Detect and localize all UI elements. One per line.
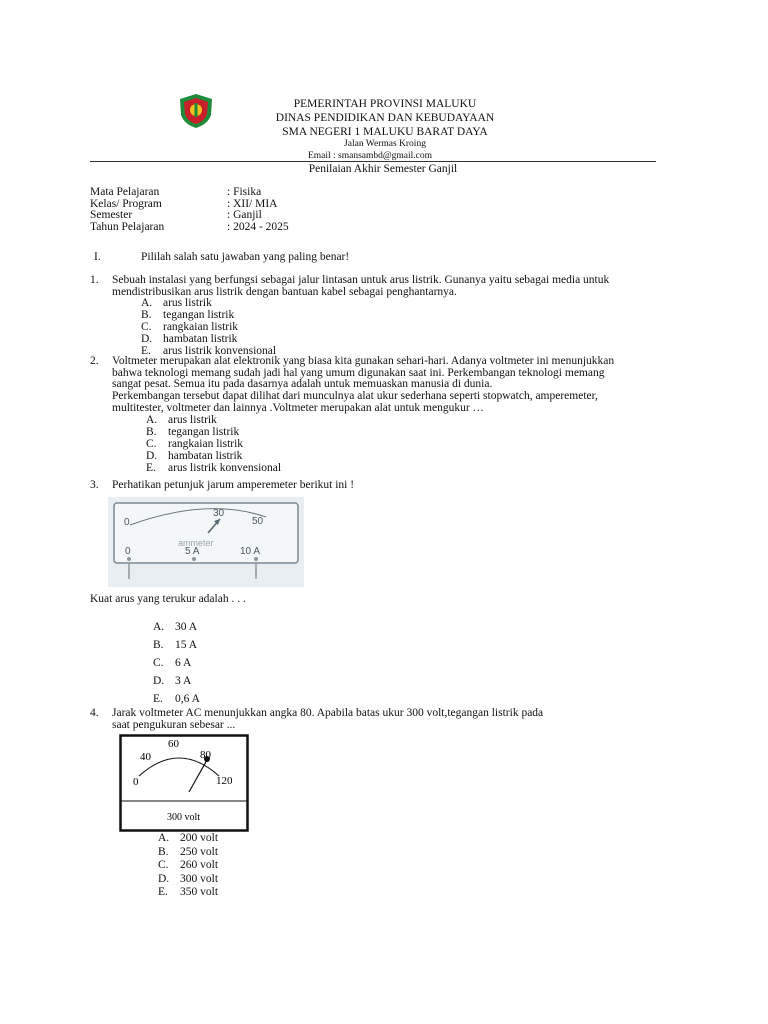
option-letter: D. — [153, 675, 165, 687]
option-letter: E. — [146, 462, 156, 474]
question-3-prompt: Kuat arus yang terukur adalah . . . — [90, 593, 246, 605]
option-c[interactable] — [146, 438, 396, 450]
question-2-line: Voltmeter merupakan alat elektronik yang biasa kita gunakan sehari-hari. Adanya voltmeter ini menunjukkan — [112, 355, 615, 367]
scale-bottom-max: 10 A — [240, 546, 261, 557]
question-4-options — [158, 832, 308, 900]
scale-top-max: 50 — [252, 516, 264, 527]
question-3-options — [153, 621, 303, 711]
option-text: 300 volt — [180, 872, 219, 885]
ammeter-face — [114, 503, 298, 563]
option-letter: E. — [141, 345, 151, 357]
question-number: 3. — [90, 479, 99, 491]
option-letter: A. — [146, 414, 158, 426]
meta-key: Kelas/ Program — [90, 198, 162, 210]
meta-row — [90, 186, 390, 198]
ammeter-label: ammeter — [178, 538, 214, 548]
section-number: I. — [94, 251, 101, 263]
option-text: 30 A — [175, 621, 198, 633]
option-letter: D. — [141, 333, 153, 345]
question-2-line: multitester, voltmeter dan lainnya .Voltmeter merupakan alat untuk mengukur … — [112, 402, 485, 414]
scale-mark-60: 60 — [168, 738, 179, 750]
meta-value: : Fisika — [227, 186, 262, 198]
scale-mark-0: 0 — [133, 776, 139, 788]
option-letter: C. — [146, 438, 157, 450]
meta-value: : Ganjil — [227, 209, 262, 221]
scale-mark-120: 120 — [216, 775, 233, 787]
option-d[interactable] — [141, 333, 391, 345]
option-d[interactable] — [146, 450, 396, 462]
scale-top-min: 0 — [124, 517, 130, 528]
meta-value: : XII/ MIA — [227, 198, 278, 210]
terminal-left — [127, 557, 131, 561]
option-text: 15 A — [175, 639, 198, 651]
header-line-1: PEMERINTAH PROVINSI MALUKU — [293, 98, 477, 110]
scale-top-mid: 30 — [213, 508, 225, 519]
option-letter: B. — [146, 426, 157, 438]
option-a[interactable] — [141, 297, 391, 309]
option-text: tegangan listrik — [163, 309, 235, 321]
option-letter: B. — [158, 845, 169, 858]
option-text: 3 A — [175, 675, 192, 687]
option-text: tegangan listrik — [168, 426, 240, 438]
meta-row — [90, 209, 390, 221]
option-text: 200 volt — [180, 832, 219, 844]
exam-title: Penilaian Akhir Semester Ganjil — [308, 163, 458, 175]
ammeter-figure — [108, 497, 304, 587]
option-b[interactable] — [146, 426, 396, 438]
question-1-line: Sebuah instalasi yang berfungsi sebagai jalur lintasan untuk arus listrik. Gunanya yaitu sebagai media untuk — [112, 274, 610, 286]
question-2-line: sangat pesat. Semua itu pada dasarnya adalah untuk memuaskan manusia di dunia. — [112, 378, 493, 390]
option-text: 260 volt — [180, 859, 219, 871]
option-text: rangkaian listrik — [168, 438, 244, 450]
question-3-line: Perhatikan petunjuk jarum amperemeter berikut ini ! — [112, 479, 355, 491]
option-letter: C. — [153, 657, 164, 669]
voltmeter-figure — [119, 734, 249, 832]
option-text: arus listrik konvensional — [168, 462, 282, 474]
option-letter: B. — [153, 639, 164, 651]
meta-key: Tahun Pelajaran — [90, 221, 165, 233]
scale-mark-80: 80 — [200, 749, 211, 761]
meta-key: Semester — [90, 209, 133, 221]
option-b[interactable] — [153, 639, 303, 657]
option-letter: A. — [158, 832, 170, 844]
question-2-line: Perkembangan tersebut dapat dilihat dari munculnya alat ukur sederhana seperti stopwatch, amperemeter, — [112, 390, 598, 402]
option-letter: A. — [141, 297, 153, 309]
option-b[interactable] — [158, 846, 308, 860]
meta-row — [90, 221, 390, 233]
question-number: 1. — [90, 274, 99, 286]
question-1-line: mendistribusikan arus listrik dengan bantuan kabel sebagai penghantarnya. — [112, 286, 457, 298]
option-text: arus listrik konvensional — [163, 345, 277, 357]
option-letter: D. — [158, 872, 170, 885]
option-e[interactable] — [146, 462, 396, 474]
option-letter: C. — [141, 321, 152, 333]
option-text: hambatan listrik — [168, 450, 243, 462]
header-line-3: SMA NEGERI 1 MALUKU BARAT DAYA — [282, 126, 488, 138]
school-logo-icon — [178, 93, 214, 129]
scale-bottom-min: 0 — [125, 546, 131, 557]
question-4-line: saat pengukuran sebesar ... — [112, 719, 236, 731]
scale-bottom-mid: 5 A — [185, 546, 200, 557]
option-letter: D. — [146, 450, 158, 462]
question-4-line: Jarak voltmeter AC menunjukkan angka 80. Apabila batas ukur 300 volt,tegangan listrik pada — [112, 707, 544, 719]
option-text: rangkaian listrik — [163, 321, 239, 333]
scale-mark-40: 40 — [140, 751, 151, 763]
option-a[interactable] — [146, 414, 396, 426]
option-a[interactable] — [158, 832, 308, 846]
terminal-mid — [192, 557, 196, 561]
option-text: arus listrik — [163, 297, 212, 309]
option-text: 6 A — [175, 657, 192, 669]
option-letter: E. — [158, 886, 168, 898]
option-text: 350 volt — [180, 886, 219, 898]
meta-value: : 2024 - 2025 — [227, 221, 289, 233]
header-line-2: DINAS PENDIDIKAN DAN KEBUDAYAAN — [275, 112, 495, 124]
question-number: 2. — [90, 355, 99, 367]
voltmeter-range-label: 300 volt — [167, 812, 201, 823]
option-letter: B. — [141, 309, 152, 321]
question-number: 4. — [90, 707, 99, 719]
option-text: arus listrik — [168, 414, 217, 426]
meta-key: Mata Pelajaran — [90, 186, 160, 198]
option-text: 250 volt — [180, 845, 219, 858]
section-instruction: Pililah salah satu jawaban yang paling benar! — [141, 251, 350, 263]
option-text: 0,6 A — [175, 693, 200, 705]
option-c[interactable] — [141, 321, 391, 333]
option-c[interactable] — [158, 859, 308, 873]
option-d[interactable] — [158, 873, 308, 887]
header-address: Jalan Wermas Kroing — [344, 139, 426, 149]
option-d[interactable] — [153, 675, 303, 693]
terminal-right — [254, 557, 258, 561]
option-text: hambatan listrik — [163, 333, 238, 345]
question-2-line: bahwa teknologi memang sudah jadi hal yang umum digunakan saat ini. Perkembangan teknologi memang — [112, 367, 605, 379]
option-a[interactable] — [153, 621, 303, 639]
option-e[interactable] — [158, 886, 308, 900]
option-letter: C. — [158, 859, 169, 871]
option-letter: A. — [153, 621, 165, 633]
question-1-options — [141, 297, 391, 357]
option-b[interactable] — [141, 309, 391, 321]
option-c[interactable] — [153, 657, 303, 675]
option-letter: E. — [153, 693, 163, 705]
question-2-options — [146, 414, 396, 474]
header-email: Email : smansambd@gmail.com — [307, 151, 433, 161]
header-divider — [90, 161, 656, 162]
